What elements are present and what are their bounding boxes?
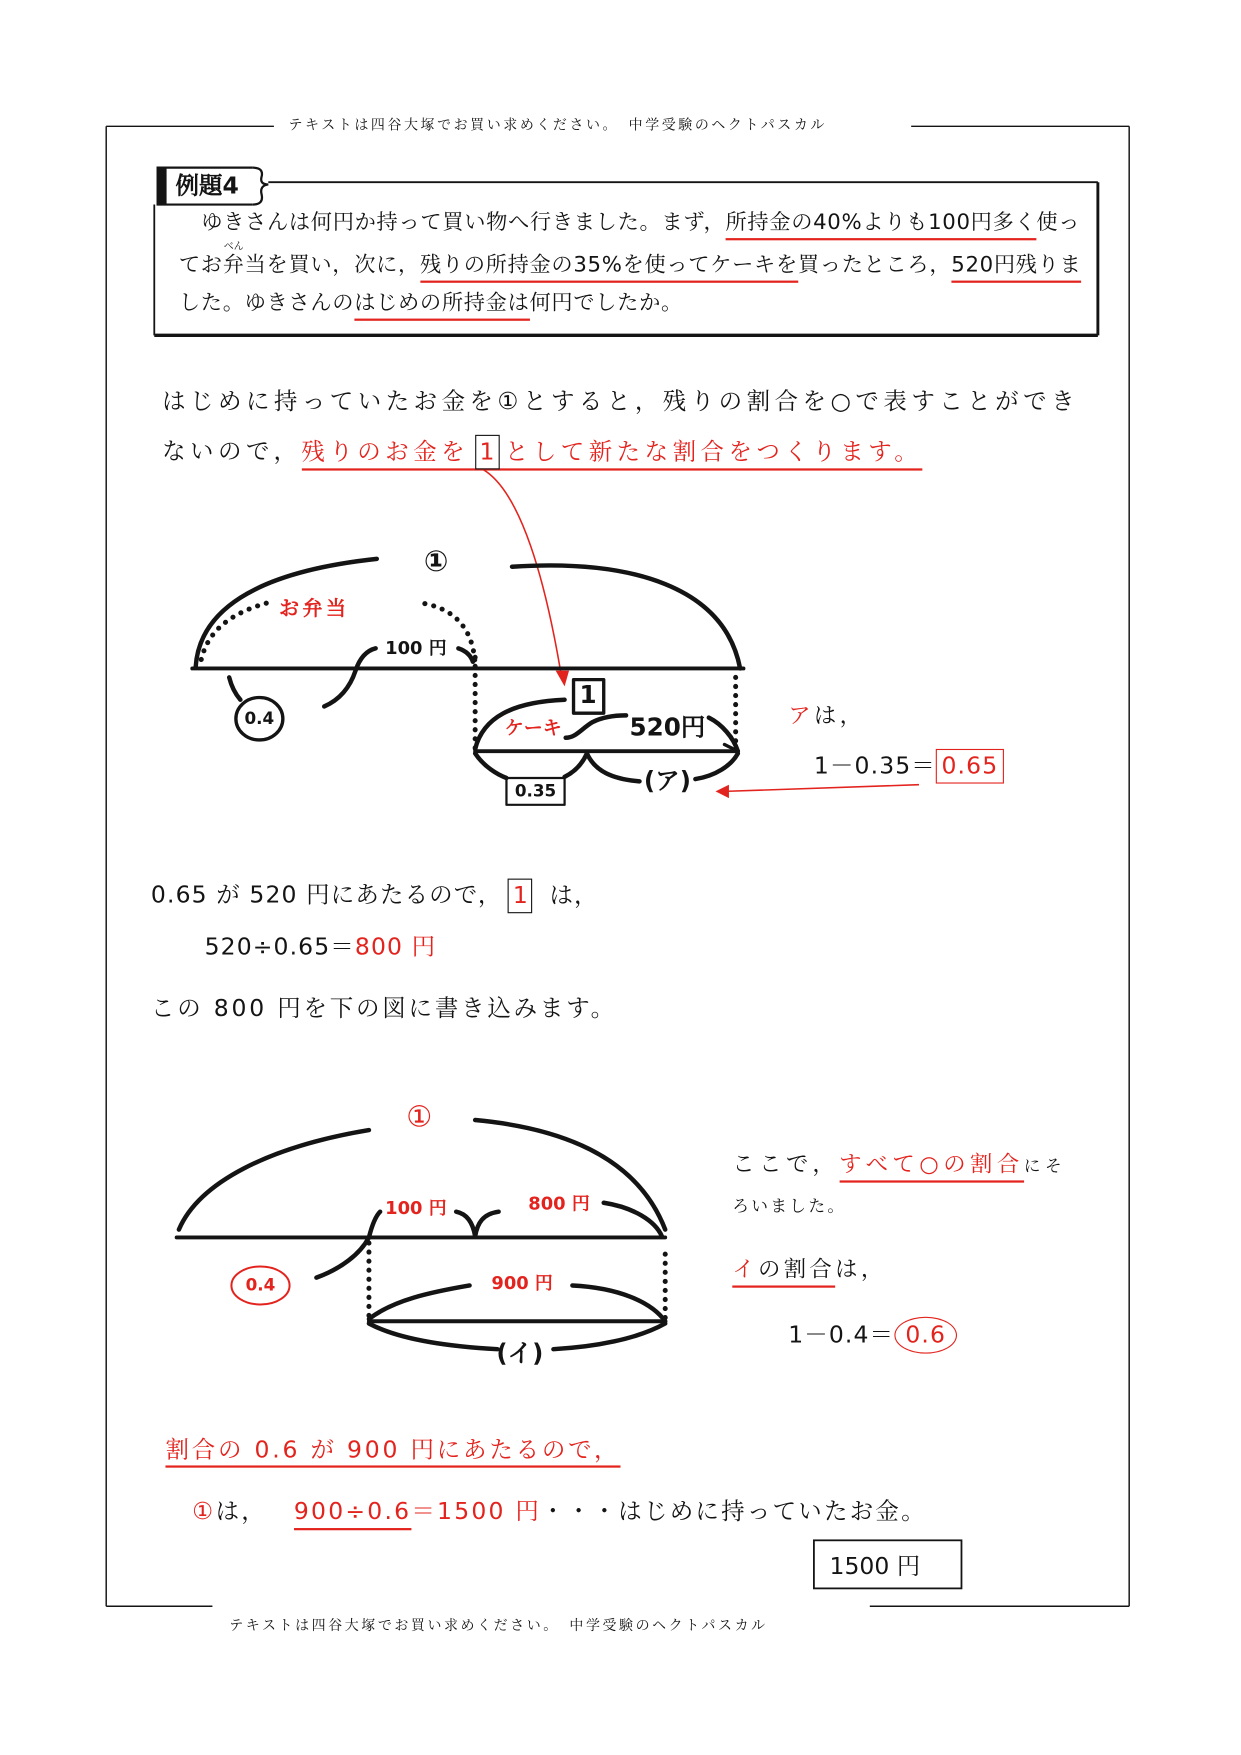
step2-calculation	[204, 933, 437, 961]
explanation-red-text: 残りのお金を	[301, 437, 470, 465]
step2-text: は，	[549, 881, 599, 909]
problem-text: ゆきさんは何円か持って買い物へ行きました。まず，	[201, 210, 726, 235]
d1-whole-label: ①	[423, 545, 449, 580]
side2-line-3	[732, 1255, 887, 1283]
ruby-base: 弁	[222, 252, 245, 278]
cake-ratio-bracket-right	[565, 753, 587, 776]
step2-line-1	[151, 879, 599, 914]
conclusion-line-2	[192, 1497, 927, 1525]
result-arrow-line	[724, 785, 919, 792]
d2-remainder-label: 800 円	[528, 1192, 590, 1214]
side2-line-2: ろいました。	[732, 1196, 847, 1217]
problem-text: した。ゆきさんの	[178, 290, 355, 316]
cake-connector	[566, 715, 626, 737]
d1-unknown-label: (ア)	[643, 767, 691, 796]
d2-unknown-label: (イ)	[496, 1340, 544, 1369]
extra-remainder-cusp	[456, 1212, 498, 1237]
problem-underline: はじめの所持金は	[354, 291, 529, 321]
d1-remainder-label: 1	[579, 681, 597, 710]
bento-arc-dotted-left	[201, 601, 273, 659]
ruby-word	[222, 241, 245, 278]
page-header: テキストは四谷大塚でお買い求めください。 中学受験のヘクトパスカル	[288, 116, 827, 134]
page-footer: テキストは四谷大塚でお買い求めください。 中学受験のヘクトパスカル	[229, 1616, 768, 1634]
explanation-line-1: はじめに持っていたお金を①とすると，残りの割合を○で表すことができ	[162, 387, 1080, 415]
unit-box: 1	[475, 435, 500, 470]
side1-result: 0.65	[936, 749, 1004, 784]
d1-leftover-label: 520円	[629, 714, 706, 743]
d1-bento-label: お弁当	[278, 596, 350, 621]
extra-bracket-right	[458, 648, 473, 661]
side1-expression: 1－0.35＝	[813, 752, 936, 780]
problem-text: 使っ	[1036, 210, 1081, 235]
pointer-arrow-line	[483, 469, 561, 675]
side2-result: 0.6	[894, 1317, 957, 1354]
conclusion-line-1: 割合の 0.6 が 900 円にあたるので，	[165, 1439, 620, 1468]
problem-underline: 520円残りま	[951, 253, 1081, 283]
explanation-highlight	[301, 438, 922, 470]
side2-text: は，	[835, 1255, 887, 1283]
side2-highlight: すべて○の割合	[839, 1150, 1024, 1182]
explanation-red-text: として新たな割合をつくります。	[504, 437, 923, 465]
side2-text: ここで，	[732, 1150, 840, 1178]
answer-text: 1500 円	[829, 1552, 921, 1580]
side2-equation	[788, 1317, 957, 1354]
problem-label: 例題4	[175, 172, 239, 199]
extra-bracket-left	[324, 648, 375, 706]
explanation-line-2	[162, 435, 922, 470]
side2-text: の割合	[758, 1255, 836, 1283]
result-arrow-head	[716, 785, 729, 798]
ruby-reading: べん	[223, 241, 244, 253]
problem-line-1	[201, 212, 1080, 233]
conclusion-lead-suffix: は，	[215, 1497, 268, 1525]
side2-line-1	[732, 1150, 1067, 1178]
side2-ratio-label: イ	[732, 1255, 759, 1283]
unknown-bracket-left	[369, 1323, 498, 1349]
pointer-arrow-head	[556, 671, 569, 687]
side2-expression: 1－0.4＝	[788, 1321, 895, 1349]
problem-text: てお	[178, 252, 223, 278]
ratio-bracket-left	[229, 677, 240, 699]
problem-label-notch	[253, 168, 269, 205]
step2-line-3: この 800 円を下の図に書き込みます。	[150, 994, 617, 1022]
problem-underline: 所持金の40%よりも100円多く	[725, 210, 1036, 240]
problem-text: 買ったところ，	[797, 252, 952, 278]
problem-text: 当を買い，次に，	[244, 252, 420, 278]
side1-label: ア	[788, 701, 814, 729]
d1-ratio-label: 0.4	[244, 708, 275, 729]
step2-expression: 520÷0.65＝	[204, 933, 355, 961]
explanation-text: ないので，	[162, 437, 302, 465]
side1-suffix: は，	[813, 701, 866, 729]
d2-ratio-label: 0.4	[245, 1274, 276, 1295]
d1-extra-label: 100 円	[385, 637, 447, 659]
whole-arc-right	[512, 565, 740, 668]
step2-text: 0.65 が 520 円にあたるので，	[150, 881, 503, 909]
whole-arc-left	[179, 1130, 369, 1229]
d2-whole-label: ①	[406, 1101, 433, 1135]
d2-sum-label: 900 円	[491, 1272, 553, 1294]
step2-result: 800 円	[354, 933, 437, 961]
d1-cake-label: ケーキ	[504, 717, 562, 740]
side2-ratio-heading	[732, 1255, 835, 1287]
problem-label-bar	[157, 168, 167, 205]
diagram-2	[177, 1120, 666, 1349]
side1-heading	[788, 701, 866, 729]
page-border	[106, 126, 1129, 1606]
cake-ratio-bracket-left	[475, 753, 506, 778]
sum-arc-left	[369, 1285, 470, 1319]
problem-text: 何円でしたか。	[529, 290, 683, 316]
conclusion-expression: 900÷0.6	[294, 1498, 411, 1530]
problem-line-3	[178, 290, 683, 316]
conclusion-result: ＝1500 円	[411, 1497, 542, 1525]
unknown-bracket-right	[695, 753, 737, 779]
side2-text: にそ	[1023, 1155, 1067, 1176]
sum-arc-right	[572, 1285, 665, 1321]
d1-cake-ratio: 0.35	[514, 780, 557, 801]
d2-extra-label: 100 円	[385, 1197, 447, 1219]
unknown-bracket-left	[587, 753, 640, 781]
problem-line-2	[178, 241, 1082, 278]
conclusion-tail: ・・・はじめに持っていたお金。	[541, 1497, 927, 1525]
problem-underline: 残りの所持金の35%を使ってケーキを	[420, 253, 798, 283]
conclusion-lead: ①	[192, 1497, 216, 1525]
side1-equation	[814, 749, 1004, 784]
unit-box: 1	[508, 879, 533, 914]
unknown-bracket-right	[553, 1323, 665, 1349]
